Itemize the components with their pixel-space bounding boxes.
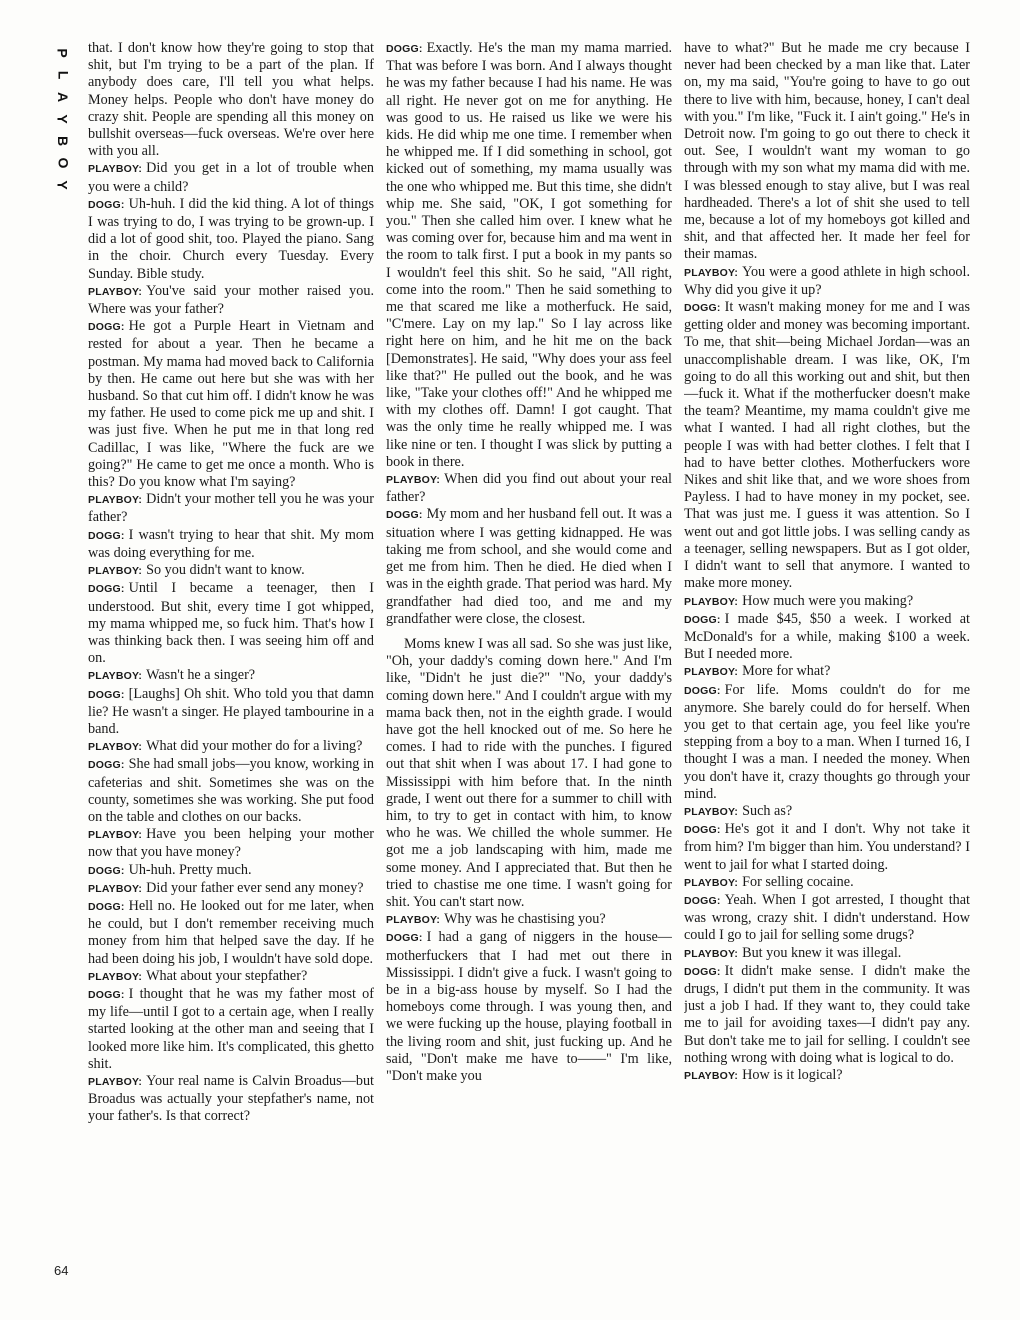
paragraph-text: So you didn't want to know. bbox=[146, 562, 305, 579]
interview-paragraph bbox=[88, 862, 374, 880]
paragraph-text: For selling cocaine. bbox=[742, 873, 854, 890]
interview-paragraph bbox=[88, 491, 374, 526]
interview-paragraph bbox=[88, 580, 374, 667]
interview-paragraph bbox=[88, 40, 374, 160]
speaker-label: PLAYBOY: bbox=[684, 876, 739, 889]
speaker-label: PLAYBOY: bbox=[386, 474, 441, 487]
sidebar-letter: B bbox=[55, 135, 71, 147]
speaker-label: PLAYBOY: bbox=[88, 163, 143, 176]
paragraph-text: Have you been helping your mother now that you have money? bbox=[88, 826, 374, 861]
interview-paragraph bbox=[684, 892, 970, 945]
paragraph-text: Your real name is Calvin Broadus—but Broadus was actually your stepfather's name, not your father's. Is that correct? bbox=[88, 1072, 374, 1125]
speaker-label: PLAYBOY: bbox=[684, 947, 739, 960]
speaker-label: DOGG: bbox=[684, 965, 721, 978]
speaker-label: DOGG: bbox=[684, 684, 721, 697]
paragraph-text: have to what?" But he made me cry because I never had been checked by a man like that. Later on, my ma said, "You're going to have to go out there to live with him, because, honey, I can't deal with you." I'm like, "Fuck it. I ain't going." He's in Detroit now. I'm going to go out there to check it out. See, I wouldn't want my woman to go through with my son what my mama did with me. I was blessed enough to stay alive, but I was real hardheaded. There's a lot of shit she used to tell me, because a lot of my homeboys got killed and shit, and that affected her. It made her feel for their mamas. bbox=[684, 40, 970, 263]
paragraph-text: How much were you making? bbox=[742, 592, 914, 609]
paragraph-text: Uh-huh. Pretty much. bbox=[128, 861, 252, 878]
interview-paragraph bbox=[386, 911, 672, 929]
speaker-label: PLAYBOY: bbox=[88, 829, 143, 842]
paragraph-text: It didn't make sense. I didn't make the drugs, I didn't put them in the community. It was just a job I had. If they want to, they could take me to jail for avoiding taxes—I didn't pay any. But don't take me to jail for selling. I couldn't see nothing wrong with doing what is logical to do. bbox=[684, 962, 970, 1066]
interview-paragraph bbox=[88, 898, 374, 968]
paragraph-text: More for what? bbox=[742, 663, 831, 680]
interview-paragraph bbox=[386, 506, 672, 627]
paragraph-text: Until I became a teenager, then I understood. But shit, every time I got whipped, my mama whipped me, so fuck him. That's how I was thinking back then. I was seeing him off and on. bbox=[88, 580, 374, 667]
magazine-sidebar-logo bbox=[52, 42, 74, 196]
paragraph-text: Wasn't he a singer? bbox=[146, 667, 256, 684]
interview-paragraph bbox=[386, 471, 672, 506]
interview-paragraph bbox=[88, 196, 374, 283]
interview-paragraph bbox=[88, 756, 374, 826]
speaker-label: PLAYBOY: bbox=[684, 1069, 739, 1082]
paragraph-text: He's got it and I don't. Why not take it from him? I'm bigger than him. You understand? I went to jail for what I started doing. bbox=[684, 821, 970, 873]
interview-paragraph bbox=[684, 963, 970, 1067]
sidebar-letter: L bbox=[55, 70, 71, 80]
speaker-label: DOGG: bbox=[88, 988, 125, 1001]
speaker-label: PLAYBOY: bbox=[88, 285, 143, 298]
interview-paragraph bbox=[684, 593, 970, 611]
sidebar-letter: Y bbox=[55, 180, 71, 190]
speaker-label: DOGG: bbox=[386, 43, 423, 55]
interview-paragraph bbox=[684, 663, 970, 681]
sidebar-letter: Y bbox=[55, 114, 71, 124]
speaker-label: PLAYBOY: bbox=[386, 914, 441, 927]
interview-paragraph bbox=[88, 738, 374, 756]
interview-paragraph bbox=[684, 299, 970, 592]
paragraph-text: You were a good athlete in high school. Why did you give it up? bbox=[684, 263, 970, 298]
paragraph-text: Hell no. He looked out for me later, when he could, but I don't remember receiving much money from him that helped save the day. If he had been doing his job, I wouldn't have sold dope. bbox=[88, 897, 374, 967]
paragraph-text: Didn't your mother tell you he was your father? bbox=[88, 491, 374, 526]
sidebar-letter: O bbox=[54, 157, 71, 169]
sidebar-letter: A bbox=[55, 91, 71, 103]
speaker-label: PLAYBOY: bbox=[684, 595, 739, 608]
paragraph-text: But you knew it was illegal. bbox=[742, 944, 902, 961]
paragraph-text: Exactly. He's the man my mama married. That was before I was born. And I always thought he was my father because I had his name. He was all right. He never got on me for anything. He was good to us. He raised us like we were his kids. He did whip me one time. I remember when he whipped me. If I did something in school, got kicked out of something, my mama usually was the one who whipped me. But this time, she didn't whip me. She said, "OK, I got something for you." Then she called him over. I knew what he was coming over for, because him and ma went in the room to talk first. I put a book in my pants so I wouldn't feel this shit. So he said, "All right, come into the room." Then he said something to me that scared me like a motherfuck. He said, "C'mere. Lay on my lap." So I lay across like right here on him, and he hit me on the back [Demonstrates]. He said, "Why does your ass feel like that?" He pulled out the book, and he was like, "Take your clothes off!" And he whipped me with my clothes off. Damn! I got caught. That was the only time he really whipped me. I was like nine or ten. I thought I was slick by putting a book in there. bbox=[386, 40, 672, 470]
interview-paragraph bbox=[684, 821, 970, 874]
interview-paragraph bbox=[88, 160, 374, 195]
speaker-label: PLAYBOY: bbox=[88, 741, 143, 754]
paragraph-text: Did you get in a lot of trouble when you were a child? bbox=[88, 160, 374, 195]
speaker-label: DOGG: bbox=[684, 894, 721, 907]
interview-paragraph bbox=[386, 636, 672, 911]
interview-paragraph bbox=[88, 318, 374, 491]
speaker-label: DOGG: bbox=[88, 529, 125, 542]
speaker-label: PLAYBOY: bbox=[684, 805, 739, 818]
speaker-label: PLAYBOY: bbox=[88, 670, 143, 683]
speaker-label: DOGG: bbox=[386, 932, 423, 945]
interview-paragraph bbox=[684, 611, 970, 664]
interview-paragraph bbox=[88, 527, 374, 562]
interview-paragraph bbox=[684, 40, 970, 264]
speaker-label: DOGG: bbox=[88, 900, 125, 913]
interview-paragraph bbox=[88, 826, 374, 861]
paragraph-text: Did your father ever send any money? bbox=[146, 879, 364, 896]
interview-paragraph bbox=[88, 880, 374, 898]
page-number: 64 bbox=[54, 1263, 69, 1278]
paragraph-text: [Laughs] Oh shit. Who told you that damn lie? He wasn't a singer. He played tambourine in a band. bbox=[88, 685, 374, 737]
paragraph-text: Such as? bbox=[742, 802, 793, 819]
paragraph-text: Yeah. When I got arrested, I thought that was wrong, crazy shit. I didn't understand. How could I go to jail for selling some drugs? bbox=[684, 891, 970, 944]
interview-paragraph bbox=[88, 686, 374, 739]
sidebar-letter: P bbox=[55, 48, 71, 58]
speaker-label: PLAYBOY: bbox=[88, 970, 143, 983]
paragraph-text: You've said your mother raised you. Where was your father? bbox=[88, 282, 374, 318]
speaker-label: DOGG: bbox=[684, 302, 721, 315]
paragraph-text: He got a Purple Heart in Vietnam and rested for about a year. Then he became a postman. My mama had moved back to California by then. He came out here but she was with her husband. So that cut him off. I didn't know he was my father. He used to come pick me up and shit. I was just five. When he put me in that long red Cadillac, I was like, "Where the fuck are we going?" He came to get me once a month. Who is this? Do you know what I'm saying? bbox=[88, 318, 374, 491]
interview-paragraph bbox=[684, 1067, 970, 1085]
speaker-label: DOGG: bbox=[88, 583, 125, 596]
speaker-label: PLAYBOY: bbox=[88, 565, 143, 578]
speaker-label: DOGG: bbox=[88, 864, 125, 877]
paragraph-text: For life. Moms couldn't do for me anymore. She barely could do for herself. When you get to that certain age, you feel like you're stepping from a boy to a man. When I turned 16, I thought I was a man. I needed the money. When you don't have it, crazy thoughts go through your mind. bbox=[684, 681, 970, 802]
paragraph-text: Why was he chastising you? bbox=[444, 911, 606, 928]
paragraph-text: I made $45, $50 a week. I worked at McDonald's for a while, making $100 a week. But I needed more. bbox=[684, 610, 970, 663]
speaker-label: PLAYBOY: bbox=[684, 666, 739, 679]
text-column-2 bbox=[386, 40, 672, 1280]
speaker-label: PLAYBOY: bbox=[684, 266, 739, 279]
paragraph-text: I had a gang of niggers in the house—motherfuckers that I had met out there in Mississippi. I didn't give a fuck. I wasn't going to be in a big-ass house by myself. So I had the homeboys come through. I was young then, and we were fucking up the house, playing football in the living room and shit, just fucking up. And he said, "Don't make me have to——" I'm like, "Don't make you bbox=[386, 929, 672, 1084]
interview-paragraph bbox=[386, 40, 672, 471]
interview-paragraph bbox=[88, 968, 374, 986]
paragraph-text: When did you find out about your real father? bbox=[386, 471, 672, 506]
text-column-3 bbox=[684, 40, 970, 1280]
paragraph-text: I wasn't trying to hear that shit. My mom was doing everything for me. bbox=[88, 526, 374, 561]
interview-paragraph bbox=[684, 803, 970, 821]
interview-paragraph bbox=[88, 986, 374, 1073]
speaker-label: PLAYBOY: bbox=[88, 882, 143, 895]
speaker-label: PLAYBOY: bbox=[88, 494, 143, 507]
interview-paragraph bbox=[386, 929, 672, 1085]
interview-paragraph bbox=[88, 283, 374, 318]
interview-paragraph bbox=[684, 874, 970, 892]
paragraph-text: I thought that he was my father most of my life—until I got to a certain age, when I really started looking at the other man and seeing that I looked more like him. It's complicated, this ghetto shit. bbox=[88, 985, 374, 1072]
speaker-label: PLAYBOY: bbox=[88, 1075, 143, 1088]
speaker-label: DOGG: bbox=[88, 321, 125, 334]
speaker-label: DOGG: bbox=[88, 688, 125, 701]
speaker-label: DOGG: bbox=[684, 613, 721, 626]
interview-paragraph bbox=[684, 264, 970, 299]
interview-paragraph bbox=[88, 562, 374, 580]
paragraph-text: My mom and her husband fell out. It was a situation where I was getting kidnapped. He was taking me from school, and she would come and get me from him. Then he died. He died when I was in the eighth grade. That period was hard. My grandfather had died too, and me and my grandfather were close, the closest. bbox=[386, 506, 672, 627]
interview-paragraph bbox=[684, 682, 970, 803]
speaker-label: DOGG: bbox=[88, 759, 125, 772]
paragraph-text: Uh-huh. I did the kid thing. A lot of things I was trying to do, I was trying to be grown-up. I did a lot of good shit, too. Played the piano. Sang in the choir. Church every Tuesday. Every Sunday. Bible study. bbox=[88, 195, 374, 282]
paragraph-text: Moms knew I was all sad. So she was just like, "Oh, your daddy's coming down here." And I'm like, "Didn't he just die?" "No, your daddy's coming down here." And I couldn't argue with my mama back then, not in the eighth grade. I would have got the hell knocked out of me. So here he comes. I had to ride with the punches. I figured out that shit when I was about 17. I had gone to Mississippi with him before that. In the ninth grade, I went out there for a summer to chill with him, to try to get in contact with him, to know who he was. We chilled the whole summer. He got me a job landscaping with him, made me some money. And I appreciated that. But then he tried to chastise me one time. I wasn't going for shit. You can't start now. bbox=[386, 635, 672, 910]
paragraph-text: What did your mother do for a living? bbox=[146, 738, 363, 755]
paragraph-text: She had small jobs—you know, working in cafeterias and shit. Sometimes she was on the county, sometimes she was working. She put food on the table and clothes on our backs. bbox=[88, 756, 374, 825]
interview-paragraph bbox=[88, 1073, 374, 1126]
interview-paragraph bbox=[684, 945, 970, 963]
text-column-1 bbox=[88, 40, 374, 1280]
speaker-label: DOGG: bbox=[386, 509, 423, 522]
paragraph-text: It wasn't making money for me and I was getting older and money was becoming important. To me, that shit—being Michael Jordan—was an unaccomplishable dream. I was like, OK, I'm going to do all this working out and shit, but then—fuck it. What if the motherfucker doesn't make the team? Meantime, my mama couldn't give me what I wanted. I had all right clothes, but the people I was with had better clothes. I felt that I had to have better clothes. Motherfuckers wore Nikes and shit like that, and we wore shoes from Payless. I had to have money in my pocket, see. That was just me. I guess it was attention. So I went out and got little jobs. I was selling candy as a teenager, selling newspapers. But as I got older, I didn't want to sell that anymore. I wanted to make more money. bbox=[684, 299, 970, 592]
paragraph-text: that. I don't know how they're going to stop that shit, but I'm trying to be a part of the plan. If anybody does care, I'll tell you what helps. Money helps. People who don't have money do crazy shit. People are spending all this money on bullshit overseas—fuck overseas. We're over here with you all. bbox=[88, 40, 374, 160]
speaker-label: DOGG: bbox=[88, 198, 125, 211]
interview-paragraph bbox=[88, 667, 374, 685]
paragraph-text: What about your stepfather? bbox=[146, 967, 308, 984]
paragraph-text: How is it logical? bbox=[742, 1066, 843, 1083]
speaker-label: DOGG: bbox=[684, 824, 721, 837]
